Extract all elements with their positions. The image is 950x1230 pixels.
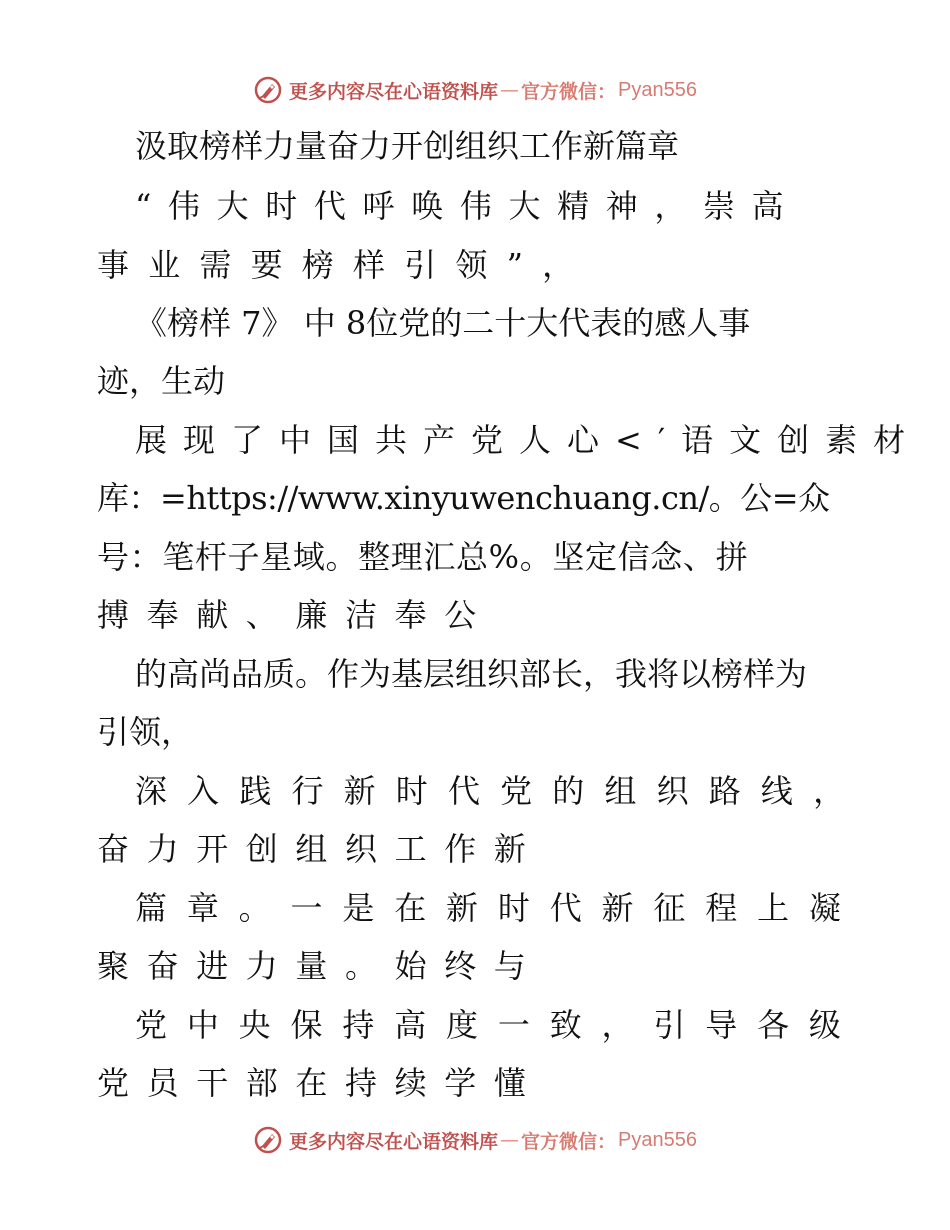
- banner-separator: —: [500, 1129, 520, 1151]
- paragraph-line: 号：笔杆子星域。整理汇总%。坚定信念、拼: [97, 538, 749, 576]
- promo-text: 更多内容尽在心语资料库: [289, 1130, 499, 1153]
- paragraph-line: 库：=https://www.xinyuwenchuang.cn/。公=众: [97, 479, 830, 517]
- paragraph-line: “伟大时代呼唤伟大精神，崇高: [135, 187, 801, 225]
- banner-separator: —: [500, 79, 520, 101]
- paragraph-line: 迹，生动: [97, 362, 226, 400]
- paragraph-line: 引领，: [97, 713, 194, 751]
- paragraph-line: 展现了中国共产党人心<′语文创素材: [135, 421, 922, 459]
- footer-banner: [0, 1120, 950, 1160]
- document-title: 汲取榜样力量奋力开创组织工作新篇章: [135, 127, 680, 165]
- paragraph-line: 聚奋进力量。始终与: [97, 947, 544, 985]
- paragraph-line: 搏奉献、廉洁奉公: [97, 596, 494, 634]
- paragraph-line: 篇章。一是在新时代新征程上凝: [135, 889, 861, 927]
- paragraph-line: 《榜样 7》 中 8位党的二十大代表的感人事: [135, 304, 751, 342]
- paragraph-line: 奋力开创组织工作新: [97, 830, 544, 868]
- wechat-label: 官方微信：: [521, 80, 617, 103]
- paragraph-line: 事业需要榜样引领”，: [97, 246, 594, 284]
- paragraph-line: 党员干部在持续学懂: [97, 1064, 544, 1102]
- wechat-label: 官方微信：: [521, 1130, 617, 1153]
- wechat-id: Pyan556: [618, 1128, 697, 1151]
- wechat-id: Pyan556: [618, 78, 697, 101]
- pen-nib-circle-icon: [253, 1125, 283, 1155]
- promo-text: 更多内容尽在心语资料库: [289, 80, 499, 103]
- paragraph-line: 的高尚品质。作为基层组织部长，我将以榜样为: [135, 655, 808, 693]
- paragraph-line: 深入践行新时代党的组织路线，: [135, 772, 866, 810]
- paragraph-line: 党中央保持高度一致，引导各级: [135, 1006, 861, 1044]
